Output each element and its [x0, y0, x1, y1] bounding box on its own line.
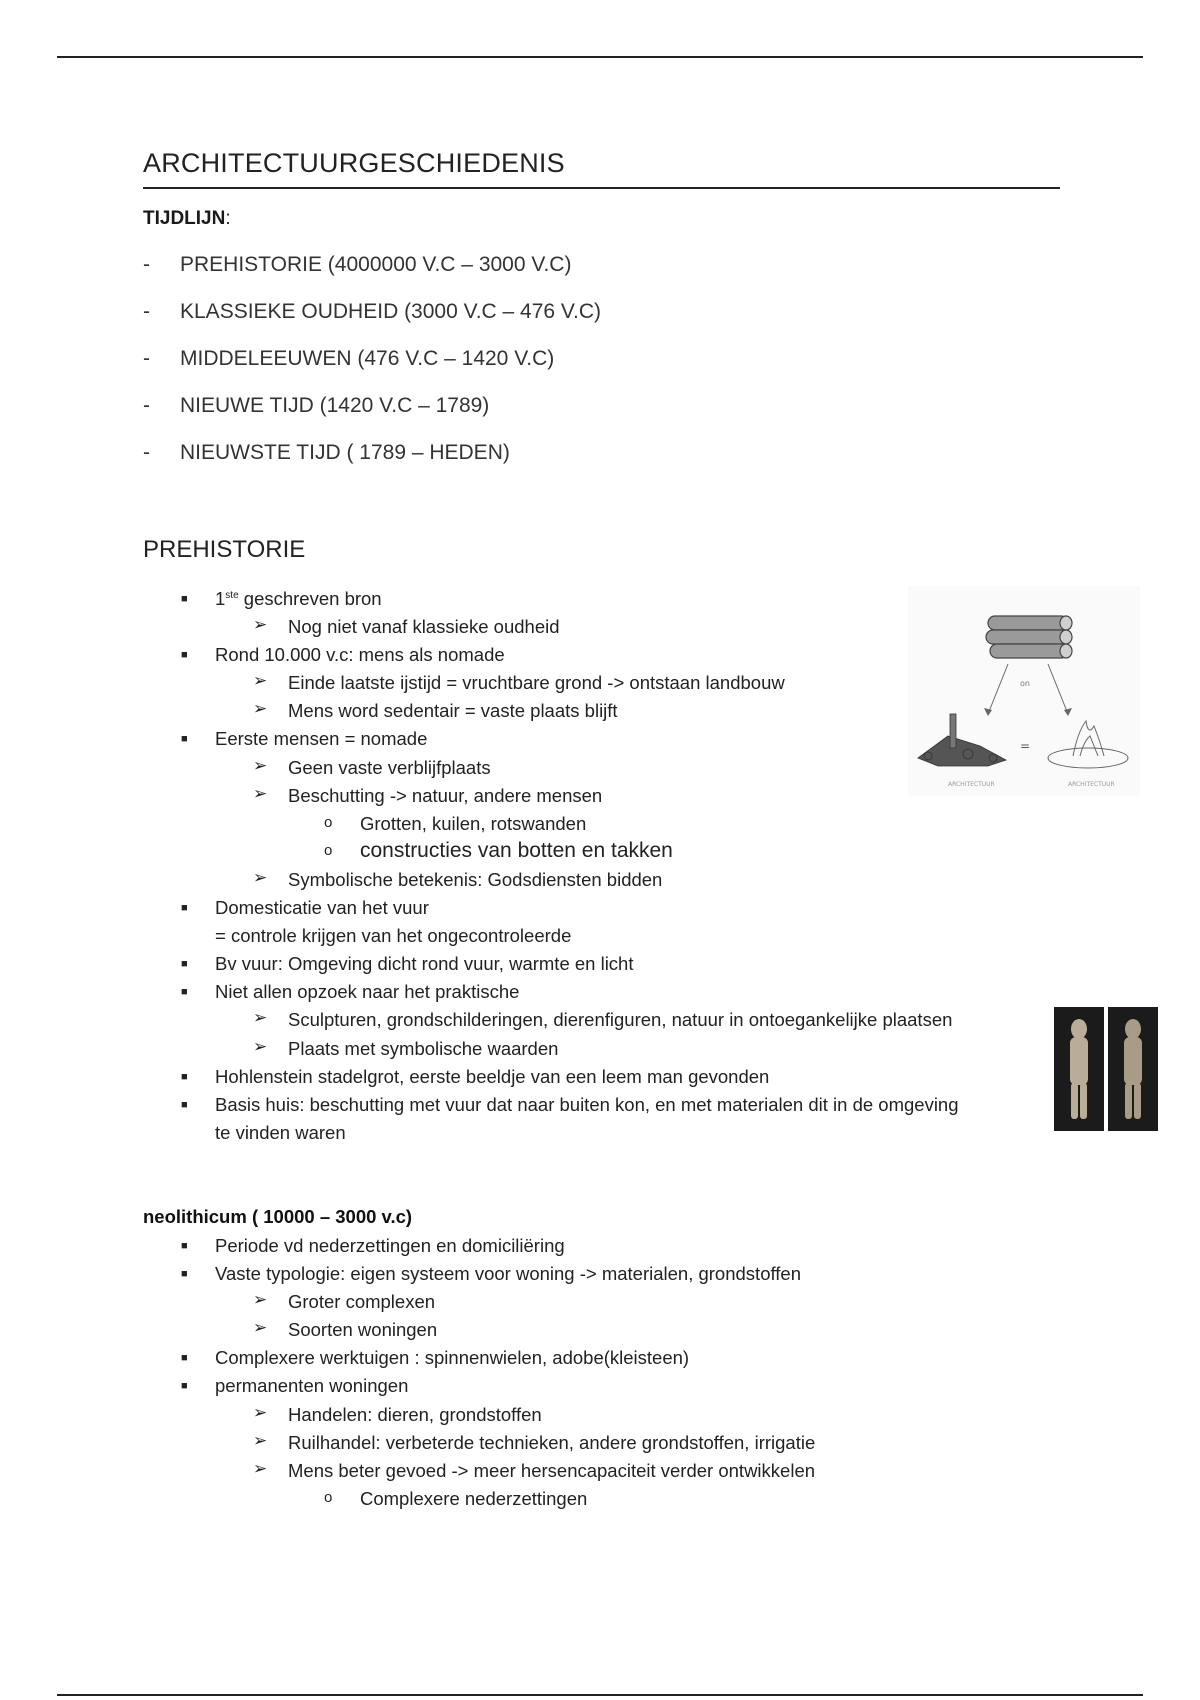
svg-text:ARCHITECTUUR: ARCHITECTUUR	[948, 781, 995, 788]
statuette-photos	[1054, 1007, 1158, 1131]
footer-rule	[57, 1694, 1143, 1696]
svg-text:ARCHITECTUUR: ARCHITECTUUR	[1068, 781, 1115, 788]
architecture-origin-figure	[908, 586, 1140, 796]
timeline-label: TIJDLIJN:	[143, 208, 231, 229]
logs-icon	[986, 616, 1072, 658]
svg-text:=: =	[1020, 739, 1031, 753]
title-underline	[143, 187, 1060, 189]
section-heading-neolithicum: neolithicum ( 10000 – 3000 v.c)	[143, 1206, 413, 1227]
section-heading-prehistorie: PREHISTORIE	[143, 536, 306, 563]
document-title: ARCHITECTUURGESCHIEDENIS	[143, 148, 565, 178]
svg-text:on: on	[1020, 679, 1030, 688]
logs-fire-diagram	[908, 586, 1140, 796]
hut-pile-icon	[918, 714, 1006, 766]
lion-man-photos	[1054, 1007, 1158, 1131]
header-rule	[57, 56, 1143, 58]
campfire-icon	[1048, 721, 1128, 768]
